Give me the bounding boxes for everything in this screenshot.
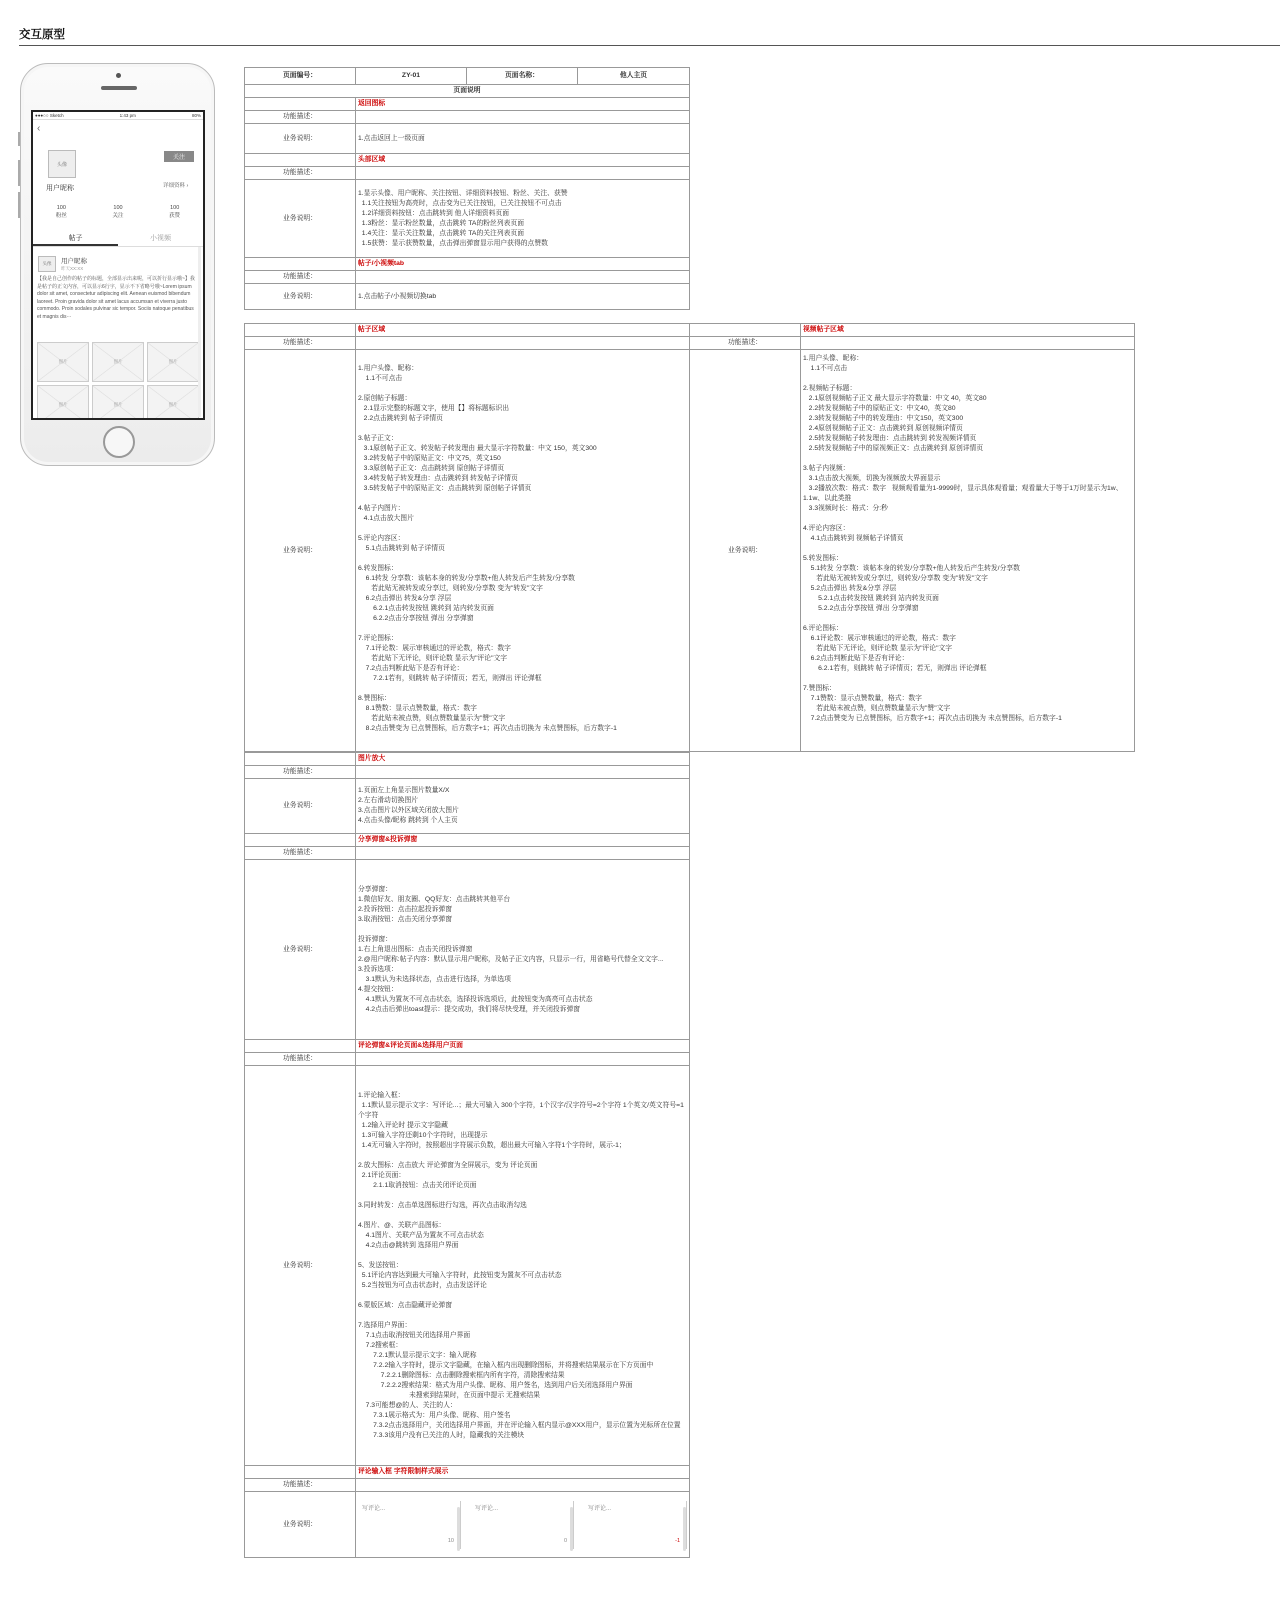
biz-label: 业务说明： [245,779,356,834]
video-area-body: 1.用户头像、昵称： 1.1不可点击 2.视频帖子标题： 2.1原创视频帖子正文 最大显示字符数量：中文 40，英文80 2.2转发视频帖子中的原贴正文：中文40，英文80 2.3转发视频帖子中的转发理由：中文150，英文300 2.4原创视频帖子正文：点击跳转到 原创视频详情页 2.5转发视频帖子转发理由：点击跳转到 转发视频详情页 2.5转发视频帖子中的原视频正文：点击跳转到 原创详情页 3.帖子内视频： 3.1点击放大视频，切换为视频放大界面显示 3.2播放次数：格式：数字 视频观看量为1-9999时，显示具体观看量；观看量大于等于1万时显示为1w、1.1w、以此类推 3.3视频时长：格式：分:秒 4.评论内容区： 4.1点击跳转到 视频帖子详情页 5.转发图标： 5.1转发 分享数：该帖本身的转发/分享数+他人转发后产生转发/分享数 若此贴无被转发或分享过，则转发/分享数 变为"转发"文字 5.2点击弹出 转发&分享 浮层 5.2.1点击转发按钮 跳转到 站内转发页面 5.2.2点击分享按钮 弹出 分享弹窗 6.评论图标： 6.1评论数：展示审核通过的评论数，格式：数字 若此贴下无评论，则评论数 显示为"评论"文字 6.2点击判断此贴下是否有评论： 6.2.1若有，则跳转 帖子详情页；若无，则弹出 评论弹框 7.赞图标： 7.1赞数：显示点赞数量，格式：数字 若此贴未被点赞，则点赞数量显示为"赞"文字 7.2点击赞变为 已点赞图标，后方数字+1；再次点击切换为 未点赞图标，后方数字-1 [801,350,1135,752]
char-count: 0 [563,1537,567,1544]
post-username: 用户昵称 [61,258,87,265]
page-no-value: ZY-01 [356,68,467,85]
back-icon[interactable]: ‹ [37,123,41,134]
biz-label: 业务说明： [245,1066,356,1466]
section-body: 1.页面左上角显示图片数量X/X 2.左右滑动切换图片 3.点击图片以外区域关闭放大图片 4.点击头像/昵称 跳转到 个人主页 [356,779,690,834]
post-image-grid [37,342,199,420]
func-label: 功能描述： [245,1053,356,1066]
post-image[interactable]: 图片 [37,342,89,382]
func-label: 功能描述： [245,1479,356,1492]
stat-likes[interactable]: 100 获赞 [169,205,181,219]
biz-label: 业务说明： [245,124,356,154]
func-label: 功能描述： [245,766,356,779]
comment-input-demo[interactable]: 写评论... 0 [471,1501,574,1549]
camera-icon [116,73,121,78]
volume-up-button [18,160,20,186]
carrier-label: ●●●○○ Sketch [35,113,64,118]
section-title: 头部区域 [356,154,690,167]
post-text[interactable]: 【我是自己创作的帖子的标题，全部显示出来呢，可以折行显示哦~】我是帖子的正文内容，可以显示6行字，显示不下省略号哦~Lorem ipsum dolor sit amet, consectetur adipiscing elit. Aenean euismod bibendum laoreet. Proin gravida dolor sit amet lacus accumsan et viverra justo commodo. Proin sodales pulvinar sic tempor. Sociis natoque penatibus et magnis dis··· [37,276,195,320]
speaker-grille [101,86,137,90]
profile-stats [33,204,203,220]
tab-videos[interactable]: 小视频 [150,235,171,242]
section-title: 评论弹窗&评论页面&选择用户页面 [356,1040,690,1053]
char-count: 10 [447,1537,454,1544]
page-name-value: 他人主页 [578,68,690,85]
page-no-label: 页面编号： [245,68,356,85]
char-count: -1 [675,1537,680,1544]
section-body: 1.点击帖子/小视频切换tab [356,284,690,310]
detail-profile-link[interactable]: 详细资料 › [163,183,189,189]
post-image[interactable]: 图片 [37,385,89,420]
tab-posts[interactable]: 帖子 [33,233,118,246]
avatar: 头像 [48,150,76,178]
post-image[interactable]: 图片 [147,385,199,420]
biz-label: 业务说明： [245,350,356,752]
func-label: 功能描述： [245,111,356,124]
biz-label: 业务说明： [245,284,356,310]
post-area-body: 1.用户头像、昵称： 1.1不可点击 2.原创帖子标题： 2.1显示完整的标题文字，使用【】将标题标识出 2.2点击跳转到 帖子详情页 3.帖子正文： 3.1原创帖子正文、转发帖子转发理由 最大显示字符数量：中文 150，英文300 3.2转发帖子中的原贴正文：中文75，英文150 3.3原创帖子正文：点击跳转到 原创帖子详情页 3.4转发帖子转发理由：点击跳转到 转发帖子详情页 3.5转发帖子中的原贴正文：点击跳转到 原创帖子详情页 4.帖子内图片： 4.1点击放大图片 5.评论内容区： 5.1点击跳转到 帖子详情页 6.转发图标： 6.1转发 分享数：该帖本身的转发/分享数+他人转发后产生转发/分享数 若此贴无被转发或分享过，则转发/分享数 变为"转发"文字 6.2点击弹出 转发&分享 浮层 6.2.1点击转发按钮 跳转到 站内转发页面 6.2.2点击分享按钮 弹出 分享弹窗 7.评论图标： 7.1评论数：展示审核通过的评论数，格式：数字 若此贴下无评论，则评论数 显示为"评论"文字 7.2点击判断此贴下是否有评论： 7.2.1若有，则跳转 帖子详情页；若无，则弹出 评论弹框 8.赞图标： 8.1赞数：显示点赞数量，格式：数字 若此贴未被点赞，则点赞数量显示为"赞"文字 8.2点击赞变为 已点赞图标，后方数字+1；再次点击切换为 未点赞图标，后方数字-1 [356,350,690,752]
status-time: 1:43 pm [119,113,136,118]
scrollbar[interactable] [198,247,201,417]
page-desc-header: 页面说明 [245,85,690,98]
scrollbar [457,1507,460,1551]
post-area-title: 帖子区域 [356,324,690,337]
biz-label: 业务说明： [245,180,356,258]
biz-label: 业务说明： [690,350,801,752]
spec-table-post-video [244,323,1135,752]
follow-button[interactable]: 关注 [164,151,194,162]
func-label: 功能描述： [245,337,356,350]
user-nickname: 用户昵称 [46,185,74,192]
volume-down-button [18,192,20,218]
spec-table-lower [244,752,690,1558]
status-bar [33,112,203,120]
biz-label: 业务说明： [245,1492,356,1558]
battery-label: 80% [191,113,201,118]
content-tabs [33,233,203,247]
comment-input-demo[interactable]: 写评论... -1 [584,1501,687,1549]
section-title: 帖子/小视频tab [356,258,690,271]
biz-label: 业务说明： [245,860,356,1040]
func-label: 功能描述： [245,271,356,284]
input-demo-row [356,1497,689,1553]
scrollbar [570,1507,573,1551]
phone-screen [31,110,205,420]
title-divider [19,45,1280,46]
phone-mockup [20,63,215,466]
section-body: 1.点击返回上一级页面 [356,124,690,154]
func-label: 功能描述： [690,337,801,350]
func-label: 功能描述： [245,167,356,180]
section-body: 1.显示头像、用户昵称、关注按钮、详细资料按钮、粉丝、关注、获赞 1.1关注按钮为高亮时，点击变为已关注按钮，已关注按钮不可点击 1.2详细资料按钮：点击跳转到 他人详细资料页面 1.3粉丝：显示粉丝数量，点击跳转 TA的粉丝列表页面 1.4关注：显示关注数量，点击跳转 TA的关注列表页面 1.5获赞：显示获赞数量，点击弹出弹窗显示用户获得的点赞数 [356,180,690,258]
scrollbar [683,1507,686,1551]
page-name-label: 页面名称： [467,68,578,85]
mute-switch [18,132,20,146]
comment-input-demo[interactable]: 写评论... 10 [358,1501,461,1549]
section-title: 分享弹窗&投诉弹窗 [356,834,690,847]
section-body: 分享弹窗： 1.微信好友、朋友圈、QQ好友：点击跳转其他平台 2.投诉按钮：点击拉起投诉弹窗 3.取消按钮：点击关闭分享弹窗 投诉弹窗： 1.右上角退出图标：点击关闭投诉弹窗 2.@用户昵称:帖子内容：默认显示用户昵称，及帖子正文内容，只显示一行，用省略号代替全文文字... 3.投诉选项： 3.1默认为未选择状态，点击进行选择，为单选项 4.提交按钮： 4.1默认为置灰不可点击状态，选择投诉选项后，此按钮变为高亮可点击状态 4.2点击后弹出toast提示：提交成功，我们将尽快受理，并关闭投诉弹窗 [356,860,690,1040]
post-time: 昨天XX:XX [61,266,84,271]
page-title: 交互原型 [19,29,65,41]
section-title: 评论输入框 字符限制样式展示 [356,1466,690,1479]
home-button [103,426,135,458]
section-title: 图片放大 [356,753,690,766]
stat-following[interactable]: 100 关注 [112,205,124,219]
stat-fans[interactable]: 100 粉丝 [55,205,67,219]
section-title: 返回图标 [356,98,690,111]
post-image[interactable]: 图片 [147,342,199,382]
func-label: 功能描述： [245,847,356,860]
post-image[interactable]: 图片 [92,385,144,420]
video-area-title: 视频帖子区域 [801,324,1135,337]
spec-table-upper [244,67,690,310]
post-avatar: 头像 [38,256,56,272]
section-body: 1.评论输入框： 1.1默认显示提示文字：写评论...；最大可输入 300个字符，1个汉字/汉字符号=2个字符 1个英文/英文符号=1个字符 1.2输入评论时 提示文字隐藏 1.3可输入字符还剩10个字符时，出现提示 1.4无可输入字符时，按照超出字符展示负数，超出最大可输入字符1个字符时，展示-1； 2.放大图标：点击放大 评论弹窗为全屏展示，变为 评论页面 2.1评论页面： 2.1.1取消按钮：点击关闭评论页面 3.同时转发：点击单选图标进行勾选，再次点击取消勾选 4.图片、@、关联产品图标： 4.1图片、关联产品为置灰不可点击状态 4.2点击@跳转到 选择用户界面 5、发送按钮： 5.1评论内容达到最大可输入字符时，此按钮变为置灰不可点击状态 5.2当按钮为可点击状态时，点击发送评论 6.蒙版区域：点击隐藏评论弹窗 7.选择用户界面： 7.1点击取消按钮关闭选择用户界面 7.2搜索框： 7.2.1默认显示提示文字：输入昵称 7.2.2输入字符时，提示文字隐藏，在输入框内出现删除图标，并将搜索结果展示在下方页面中 7.2.2.1删除图标：点击删除搜索框内所有字符，清除搜索结果 7.2.2.2搜索结果：格式为用户头像、昵称、用户签名，选到用户后关闭选择用户界面 未搜索到结果时，在页面中提示 无搜索结果 7.3可能想@的人、关注的人： 7.3.1展示格式为：用户头像、昵称、用户签名 7.3.2点击选择用户，关闭选择用户界面，并在评论输入框内显示@XXX用户，显示位置为光标所在位置 7.3.3该用户没有已关注的人时，隐藏我的关注模块 [356,1066,690,1466]
post-image[interactable]: 图片 [92,342,144,382]
